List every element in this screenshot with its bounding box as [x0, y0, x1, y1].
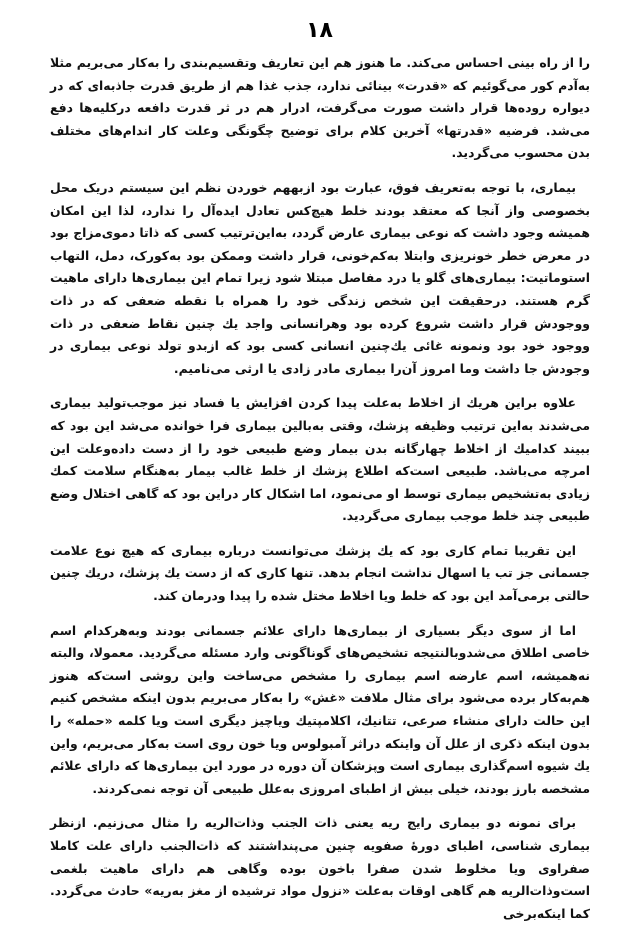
paragraph: را از راه بینی احساس می‌کند. ما هنوز هم این تعاریف وتقسیم‌بندی را به‌کار می‌بریم مثلا به‌آدم کور می‌گوئیم که «قدرت» بینائی ندارد، جذب غذا هم از طریق قدرت جاذبه‌ای که در دیواره روده‌ها قرار داشت صورت می‌گرفت، ادرار هم در ثر قدرت دافعه درکلیه‌ها دفع می‌شد. فرضیه «قدرتها» آخرین کلام برای توضیح چگونگی وعلت کار اندام‌های مختلف بدن محسوب می‌گردید.: [50, 55, 590, 161]
body-text: [50, 52, 590, 937]
paragraph: این تقریبا تمام کاری بود که یك پزشك می‌توانست درباره بیماری که هیچ نوع علامت جسمانی جز تب یا اسهال نداشت انجام بدهد. تنها کاری که از دست یك پزشك، دریك چنین حالتی برمی‌آمد این بود که خلط ویا اخلاط مختل شده را پیدا ودرمان کند.: [50, 542, 590, 604]
paragraph: اما از سوی دیگر بسیاری از بیماری‌ها دارای علائم جسمانی بودند وبه‌هرکدام اسم خاصی اطلاق می‌شدوبالنتیجه تشخیص‌های گوناگونی وارد مسئله می‌گردید. معمولا، والبته نه‌همیشه، اسم عارضه اسم بیماری را مشخص می‌ساخت واین روشی است‌که هنوز هم‌به‌کار برده می‌شود برای مثال ملافت «غش» را به‌کار می‌بریم بدون اینکه مشخص کنیم این حالت دارای منشاء صرعی، تتانیك، اکلامپتیك ویاچیز دیگری است ویا کلمه «حمله» را بدون اینکه ذکری از علل آن واینکه دراثر آمبولوس ویا خون روی است به‌کار می‌بریم، واین یك شیوه اسم‌گذاری بیماری است وپزشکان آن دوره در مورد این بیماری‌ها که دارای علائم مشخصه بارز بودند، خیلی بیش از اطبای امروزی به‌علل طبیعی آن توجه نمی‌کردند.: [50, 622, 590, 796]
paragraph: برای نمونه دو بیماری رایج ریه یعنی ذات الجنب وذات‌الریه را مثال می‌زنیم. ازنظر بیماری شناسی، اطبای دورهٔ صفویه چنین می‌پنداشتند که ذات‌الجنب دارای علت کاملا صفراوی ویا مخلوط شدن صفرا باخون بوده وگاهی هم دارای ماهیت بلغمی است‌وذات‌الریه هم گاهی اوقات به‌علت «نزول مواد ترشیده از مغز به‌ریه» حادث می‌گردد. کما اینکه‌برخی: [50, 815, 590, 921]
paragraph: علاوه براین هریك از اخلاط به‌علت پیدا کردن افزایش یا فساد نیز موجب‌تولید بیماری می‌شدند به‌این ترتیب وظیفه پزشك، وقتی به‌بالین بیماری فرا خوانده می‌شد این بود که ببیند کدامیك از اخلاط چهارگانه بدن بیمار وضع طبیعی خود را از دست داده‌وعلت این امرچه می‌باشد. طبیعی است‌که اطلاع پزشك از خلط غالب بیمار به‌هنگام سلامت کمك زیادی به‌تشخیص بیماری توسط او می‌نمود، اما اشکال کار دراین بود که گاهی اختلال وضع طبیعی چند خلط موجب بیماری می‌گردید.: [50, 395, 590, 524]
paragraph: بیماری، با توجه به‌تعریف فوق، عبارت بود ازبههم خوردن نظم این سیستم دریک محل بخصوصی واز آنجا که معتقد بودند خلط هیچ‌کس تعادل ایده‌آل را ندارد، لذا این امکان همیشه وجود داشت که نوعی بیماری عارض گردد، به‌این‌ترتیب کسی که ذاتا دموی‌مزاج بود در معرض خطر خونریزی وابتلا به‌کم‌خونی، قرار داشت وممکن بود به‌کورک، دمل، التهاب استوماتیت: بیماری‌های گلو یا درد مفاصل مبتلا شود زیرا تمام این بیماری‌ها دارای ماهیت گرم هستند. درحقیقت این شخص زندگی خود را همراه با نقطه ضعفی که در ذات ووجودش قرار داشت شروع کرده بود وهرانسانی واجد یك چنین نقاط ضعفی در ذات ووجود خود بود ونمونه غائی یك‌چنین انسانی کسی بود که ازبدو تولد نوعی بیماری در وجودش جا داشت وما امروز آن‌را بیماری مادر زادی یا ارثی می‌نامیم.: [50, 179, 590, 376]
page-number: ۱۸: [306, 18, 333, 43]
